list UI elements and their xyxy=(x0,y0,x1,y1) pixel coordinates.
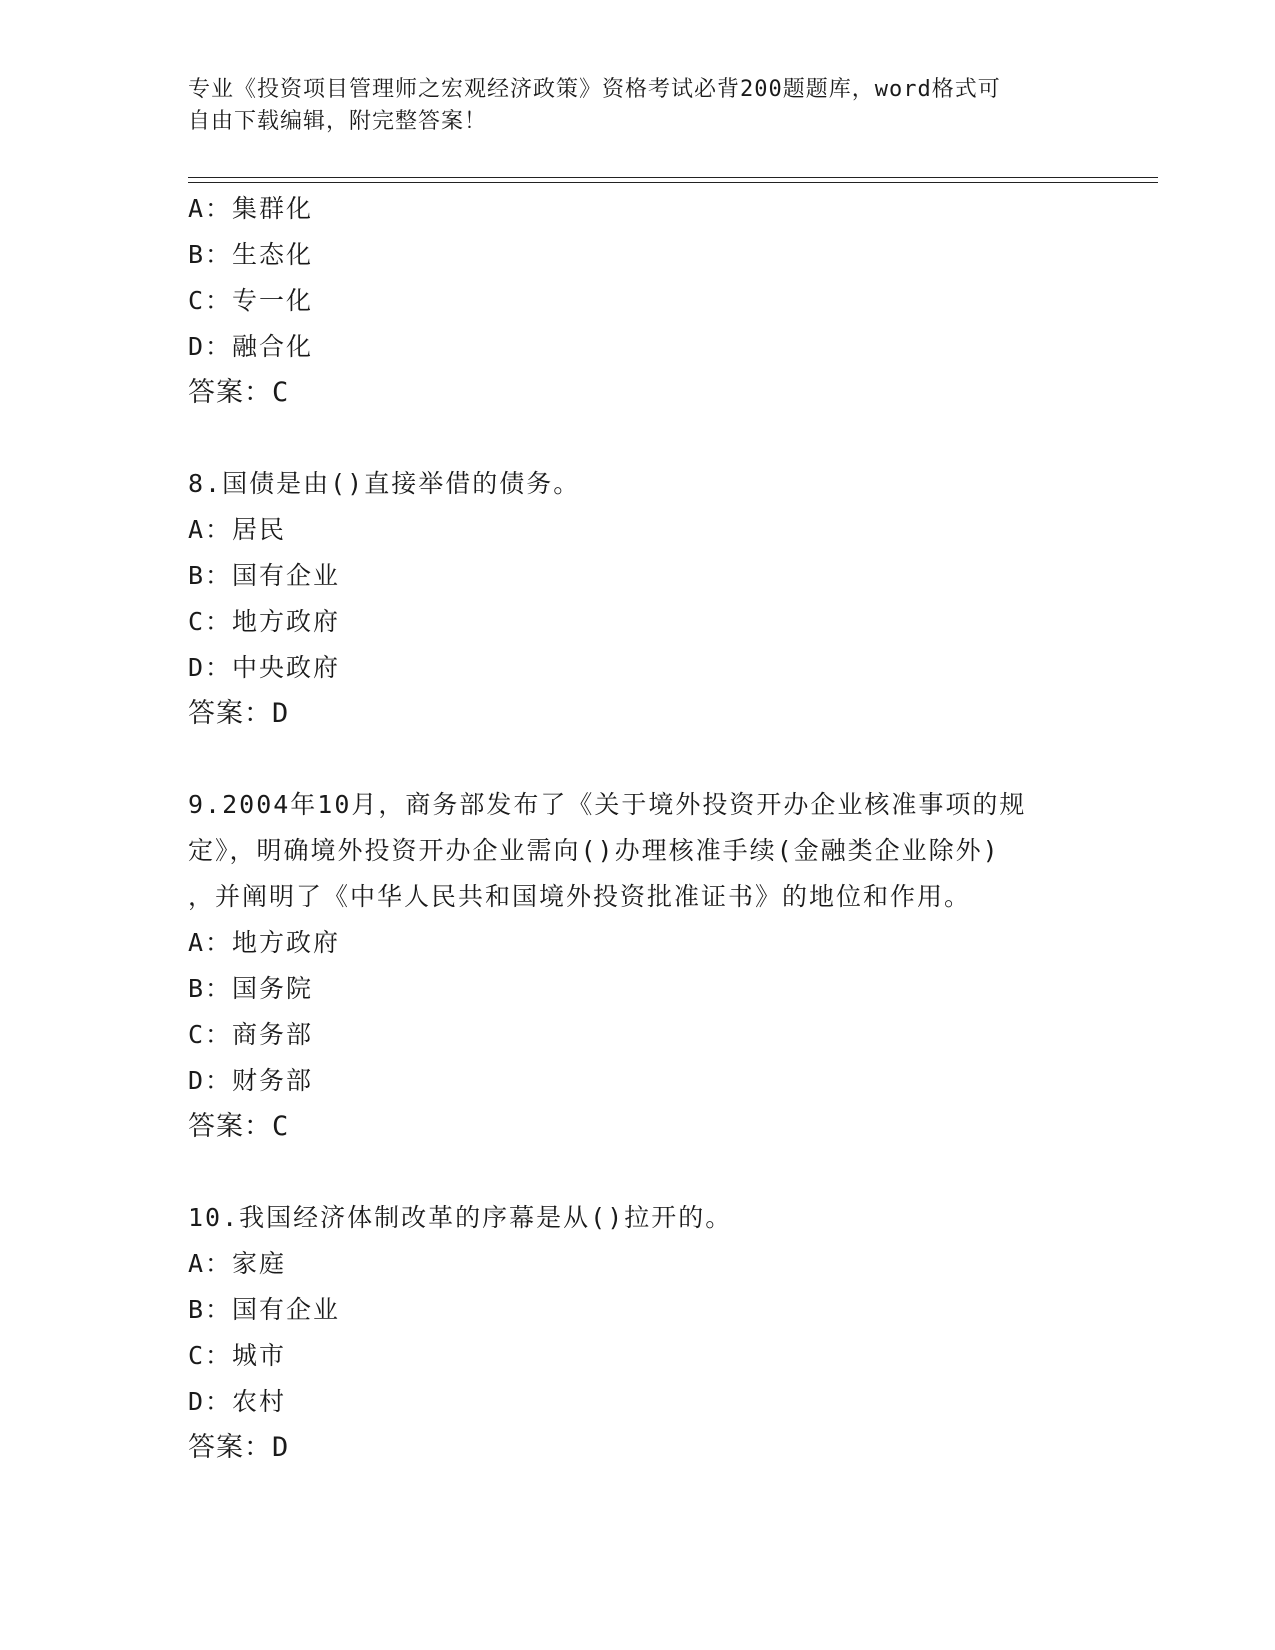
option-a: A：集群化 xyxy=(188,194,314,223)
question-list xyxy=(188,186,1088,1471)
spacer xyxy=(188,416,1088,461)
spacer xyxy=(188,737,1088,782)
answer: 答案：C xyxy=(188,377,290,408)
document-header xyxy=(188,74,1088,138)
question-text-line-2: 定》，明确境外投资开办企业需向()办理核准手续(金融类企业除外) xyxy=(188,836,1000,865)
answer: 答案：D xyxy=(188,1432,290,1463)
option-b: B：国有企业 xyxy=(188,1295,341,1324)
option-d: D：中央政府 xyxy=(188,653,341,682)
question-9 xyxy=(188,782,1088,1150)
header-divider-bottom xyxy=(188,182,1158,183)
question-text: 8.国债是由()直接举借的债务。 xyxy=(188,469,581,498)
option-a: A：地方政府 xyxy=(188,928,341,957)
option-d: D：财务部 xyxy=(188,1066,314,1095)
option-b: B：国务院 xyxy=(188,974,314,1003)
question-text-line-3: ，并阐明了《中华人民共和国境外投资批准证书》的地位和作用。 xyxy=(188,882,972,911)
option-b: B：国有企业 xyxy=(188,561,341,590)
option-c: C：地方政府 xyxy=(188,607,341,636)
question-10 xyxy=(188,1195,1088,1471)
option-a: A：居民 xyxy=(188,515,287,544)
header-line-2: 自由下载编辑，附完整答案！ xyxy=(188,109,488,134)
question-text: 10.我国经济体制改革的序幕是从()拉开的。 xyxy=(188,1203,733,1232)
option-c: C：专一化 xyxy=(188,286,314,315)
question-8 xyxy=(188,461,1088,737)
question-text-line-1: 9.2004年10月，商务部发布了《关于境外投资开办企业核准事项的规 xyxy=(188,790,1027,819)
option-b: B：生态化 xyxy=(188,240,314,269)
option-d: D：农村 xyxy=(188,1387,287,1416)
header-divider-top xyxy=(188,177,1158,178)
option-a: A：家庭 xyxy=(188,1249,287,1278)
spacer xyxy=(188,1150,1088,1195)
answer: 答案：D xyxy=(188,698,290,729)
option-d: D：融合化 xyxy=(188,332,314,361)
option-c: C：商务部 xyxy=(188,1020,314,1049)
option-c: C：城市 xyxy=(188,1341,287,1370)
question-7 xyxy=(188,186,1088,416)
answer: 答案：C xyxy=(188,1111,290,1142)
header-line-1: 专业《投资项目管理师之宏观经济政策》资格考试必背200题题库，word格式可 xyxy=(188,77,1001,102)
